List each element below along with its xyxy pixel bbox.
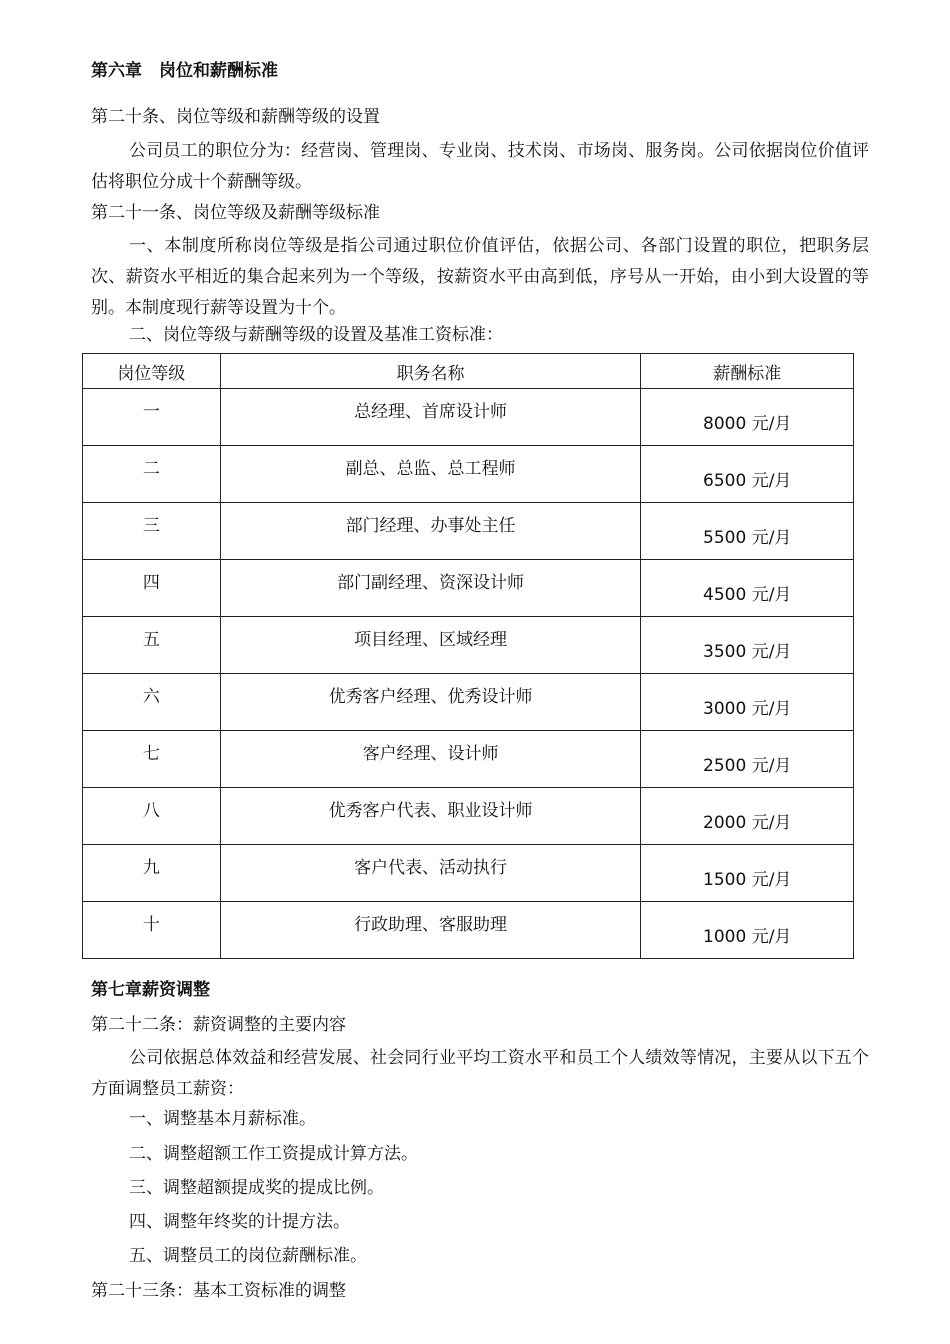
salary-cell: 2500 元/月 (641, 731, 854, 788)
adjustment-item: 五、调整员工的岗位薪酬标准。 (129, 1246, 367, 1266)
position-cell: 客户代表、活动执行 (220, 845, 641, 902)
table-row (83, 902, 854, 959)
salary-cell: 4500 元/月 (641, 560, 854, 617)
salary-cell: 5500 元/月 (641, 503, 854, 560)
grade-cell: 八 (83, 788, 221, 845)
salary-cell: 8000 元/月 (641, 389, 854, 446)
position-cell: 部门副经理、资深设计师 (220, 560, 641, 617)
position-cell: 行政助理、客服助理 (220, 902, 641, 959)
table-row (83, 446, 854, 503)
table-row (83, 845, 854, 902)
adjustment-item: 四、调整年终奖的计提方法。 (129, 1212, 350, 1232)
header-grade: 岗位等级 (83, 354, 221, 389)
chapter7-title: 第七章薪资调整 (91, 980, 210, 1000)
grade-cell: 二 (83, 446, 221, 503)
grade-cell: 三 (83, 503, 221, 560)
salary-cell: 3000 元/月 (641, 674, 854, 731)
adjustment-item: 二、调整超额工作工资提成计算方法。 (129, 1144, 418, 1164)
header-salary: 薪酬标准 (641, 354, 854, 389)
position-cell: 总经理、首席设计师 (220, 389, 641, 446)
salary-cell: 6500 元/月 (641, 446, 854, 503)
adjustment-item: 一、调整基本月薪标准。 (129, 1109, 316, 1129)
position-cell: 部门经理、办事处主任 (220, 503, 641, 560)
table-row (83, 674, 854, 731)
article22-title: 第二十二条：薪资调整的主要内容 (91, 1015, 346, 1035)
table-row (83, 389, 854, 446)
article20-body: 公司员工的职位分为：经营岗、管理岗、专业岗、技术岗、市场岗、服务岗。公司依据岗位价值评估将职位分成十个薪酬等级。 (91, 141, 869, 192)
grade-cell: 十 (83, 902, 221, 959)
salary-cell: 1500 元/月 (641, 845, 854, 902)
table-header-row (83, 354, 854, 389)
salary-grade-table (82, 353, 854, 959)
article20-title: 第二十条、岗位等级和薪酬等级的设置 (91, 107, 380, 127)
grade-cell: 四 (83, 560, 221, 617)
grade-cell: 五 (83, 617, 221, 674)
table-row (83, 788, 854, 845)
position-cell: 优秀客户经理、优秀设计师 (220, 674, 641, 731)
table-row (83, 731, 854, 788)
position-cell: 项目经理、区域经理 (220, 617, 641, 674)
position-cell: 客户经理、设计师 (220, 731, 641, 788)
article23-title: 第二十三条：基本工资标准的调整 (91, 1281, 346, 1301)
article22-body: 公司依据总体效益和经营发展、社会同行业平均工资水平和员工个人绩效等情况，主要从以下五个方面调整员工薪资： (91, 1048, 869, 1099)
table-row (83, 617, 854, 674)
grade-cell: 一 (83, 389, 221, 446)
chapter6-title: 第六章 岗位和薪酬标准 (91, 61, 278, 81)
position-cell: 优秀客户代表、职业设计师 (220, 788, 641, 845)
table-row (83, 503, 854, 560)
adjustment-item: 三、调整超额提成奖的提成比例。 (129, 1178, 384, 1198)
grade-cell: 六 (83, 674, 221, 731)
salary-cell: 3500 元/月 (641, 617, 854, 674)
salary-cell: 1000 元/月 (641, 902, 854, 959)
grade-cell: 九 (83, 845, 221, 902)
position-cell: 副总、总监、总工程师 (220, 446, 641, 503)
article21-paragraph2: 二、岗位等级与薪酬等级的设置及基准工资标准： (129, 325, 503, 345)
article21-paragraph1: 一、本制度所称岗位等级是指公司通过职位价值评估，依据公司、各部门设置的职位，把职务层次、薪资水平相近的集合起来列为一个等级，按薪资水平由高到低，序号从一开始，由小到大设置的等别。本制度现行薪等设置为十个。 (91, 236, 869, 318)
article21-title: 第二十一条、岗位等级及薪酬等级标准 (91, 203, 380, 223)
grade-cell: 七 (83, 731, 221, 788)
table-row (83, 560, 854, 617)
header-title: 职务名称 (220, 354, 641, 389)
salary-cell: 2000 元/月 (641, 788, 854, 845)
